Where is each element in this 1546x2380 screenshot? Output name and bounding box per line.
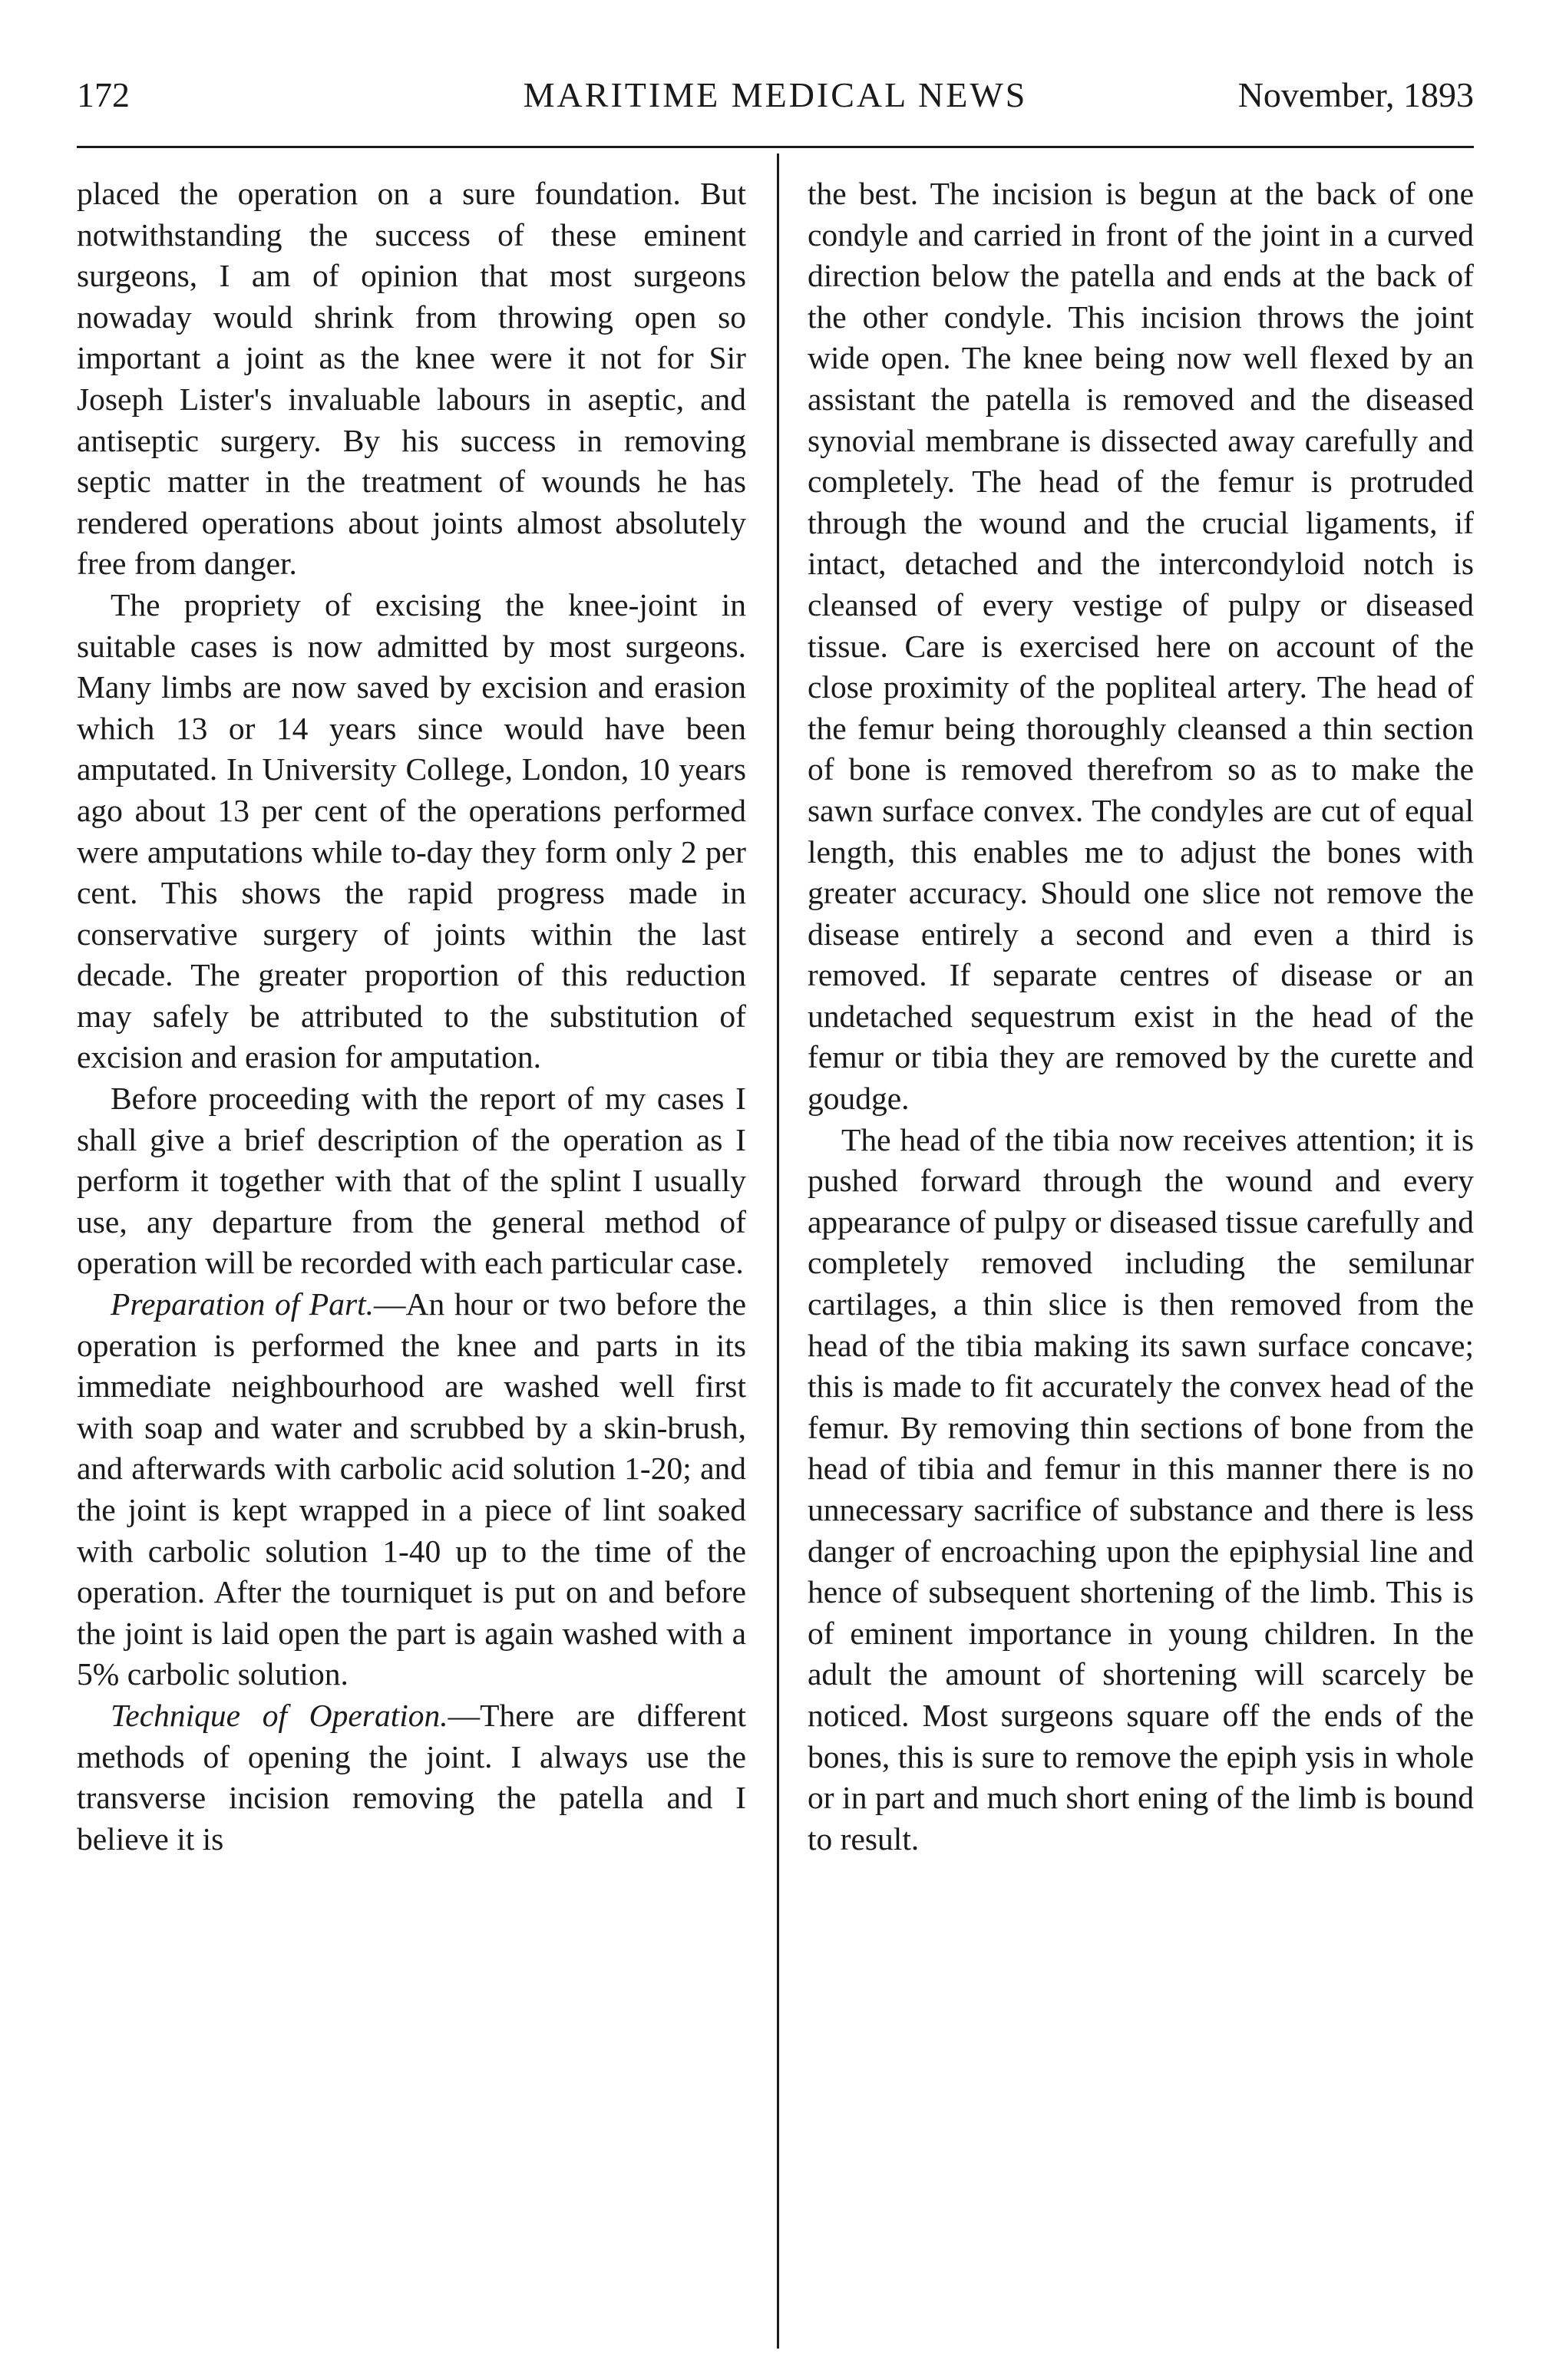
paragraph-text: —An hour or two before the operation is performed the knee and parts in its immediate neighbourhood are washed well first with soap and water and scrubbed by a skin-brush, and afterwards with carbolic acid solution 1-20; and the joint is kept wrapped in a piece of lint soaked with carbolic solution 1-40 up to the time of the operation. After the tourniquet is put on and before the joint is laid open the part is again washed with a 5% carbolic solution. [77,1286,746,1692]
column-divider [777,153,779,2349]
paragraph: the best. The incision is begun at the back of one condyle and carried in front of the joint in a curved direction below the patella and ends at the back of the other condyle. This incision throws the joint wide open. The knee being now well flexed by an assistant the patella is removed and the diseased synovial membrane is dissected away carefully and completely. The head of the femur is protruded through the wound and the crucial ligaments, if intact, detached and the intercondyloid notch is cleansed of every vestige of pulpy or diseased tissue. Care is exercised here on account of the close proximity of the popliteal artery. The head of the femur being thoroughly cleansed a thin section of bone is removed therefrom so as to make the sawn surface convex. The condyles are cut of equal length, this enables me to adjust the bones with greater accuracy. Should one slice not remove the disease entirely a second and even a third is removed. If separate centres of disease or an undetached sequestrum exist in the head of the femur or tibia they are removed by the curette and goudge. [808,176,1474,1117]
paragraph-text: —There are different methods of opening the joint. I always use the transverse incision removing the patella and I believe it is [77,1697,746,1857]
paragraph: Before proceeding with the report of my cases I shall give a brief description of the operation as I perform it together with that of the splint I usually use, any departure from the general method of operation will be recorded with each particular case. [77,1081,746,1281]
paragraph [77,1695,746,1860]
paragraph: The head of the tibia now receives attention; it is pushed forward through the wound and every appearance of pulpy or diseased tissue carefully and completely removed including the semilunar cartilages, a thin slice is then removed from the head of the tibia making its sawn surface concave; this is made to fit accurately the convex head of the femur. By removing thin sections of bone from the head of tibia and femur in this manner there is no unnecessary sacrifice of substance and there is less danger of encroaching upon the epiphysial line and hence of subsequent shortening of the limb. This is of eminent importance in young children. In the adult the amount of shortening will scarcely be noticed. Most surgeons square off the ends of the bones, this is sure to remove the epiph ysis in whole or in part and much short ening of the limb is bound to result. [808,1121,1474,1857]
journal-title: MARITIME MEDICAL NEWS [523,75,1028,114]
page-header [77,64,1474,126]
left-column [77,173,746,1860]
section-heading: Technique of Operation. [111,1697,448,1733]
issue-date: November, 1893 [1237,75,1474,114]
header-rule [77,146,1474,148]
section-heading: Preparation of Part. [111,1286,375,1322]
paragraph: The propriety of excising the knee-joint in suitable cases is now admitted by most surgeons. Many limbs are now saved by excision and erasion which 13 or 14 years since would have been amputated. In University College, London, 10 years ago about 13 per cent of the operations performed were amputations while to-day they form only 2 per cent. This shows the rapid progress made in conservative surgery of joints within the last decade. The greater proportion of this reduction may safely be attributed to the substitution of excision and erasion for amputation. [77,586,746,1075]
paragraph [77,1284,746,1695]
right-column [808,173,1474,1860]
page-number: 172 [77,75,130,114]
paragraph: placed the operation on a sure foundation. But notwithstanding the success of these eminent surgeons, I am of opinion that most surgeons nowaday would shrink from throwing open so important a joint as the knee were it not for Sir Joseph Lister's invaluable labours in aseptic, and antiseptic surgery. By his success in removing septic matter in the treatment of wounds he has rendered operations about joints almost absolutely free from danger. [77,176,746,582]
